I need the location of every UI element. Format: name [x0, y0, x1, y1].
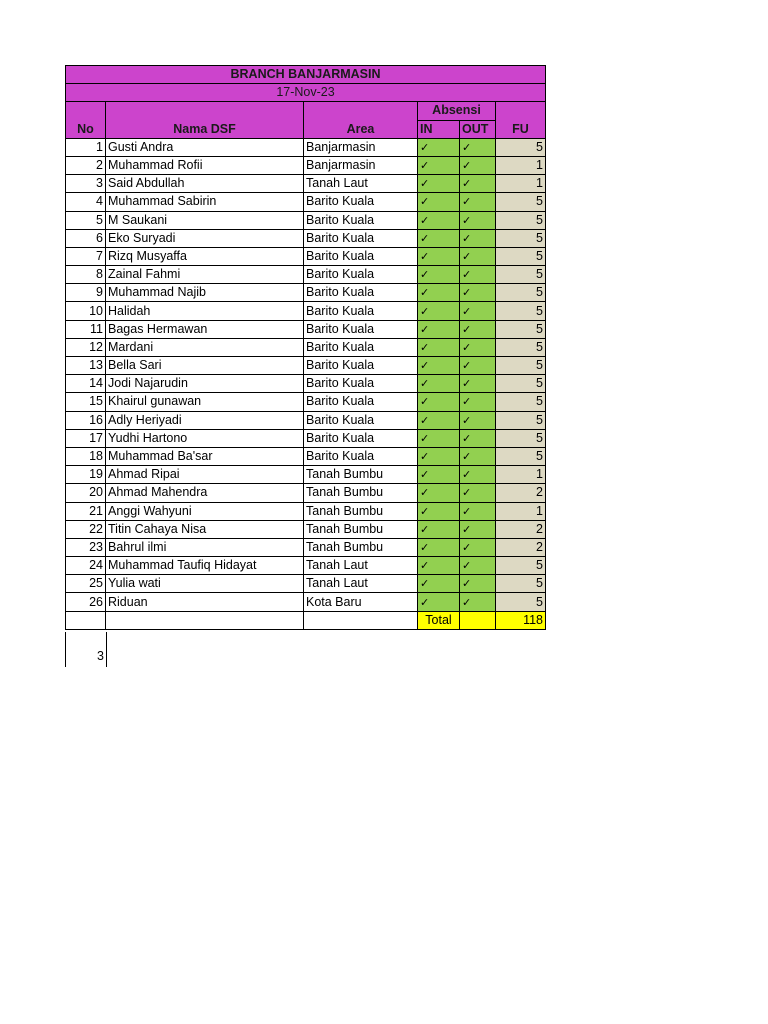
table-row	[66, 429, 546, 447]
header-row-top	[66, 102, 546, 120]
header-area: Area	[304, 102, 418, 138]
total-empty-out	[460, 611, 496, 629]
row-area: Barito Kuala	[304, 229, 418, 247]
below-table-area	[65, 632, 107, 667]
table-row	[66, 156, 546, 174]
total-row	[66, 611, 546, 629]
row-in-check: ✓	[418, 538, 460, 556]
row-in-check: ✓	[418, 429, 460, 447]
row-out-check: ✓	[460, 156, 496, 174]
row-out-check: ✓	[460, 266, 496, 284]
row-out-check: ✓	[460, 538, 496, 556]
table-row	[66, 320, 546, 338]
total-empty-no	[66, 611, 106, 629]
row-fu: 5	[496, 193, 546, 211]
table-row	[66, 393, 546, 411]
row-in-check: ✓	[418, 575, 460, 593]
row-fu: 2	[496, 520, 546, 538]
row-area: Banjarmasin	[304, 156, 418, 174]
row-out-check: ✓	[460, 175, 496, 193]
row-area: Banjarmasin	[304, 138, 418, 156]
row-out-check: ✓	[460, 229, 496, 247]
row-area: Barito Kuala	[304, 247, 418, 265]
row-out-check: ✓	[460, 484, 496, 502]
row-name: Yudhi Hartono	[106, 429, 304, 447]
row-fu: 5	[496, 393, 546, 411]
row-out-check: ✓	[460, 466, 496, 484]
row-out-check: ✓	[460, 575, 496, 593]
table-row	[66, 338, 546, 356]
row-fu: 5	[496, 211, 546, 229]
row-name: Ahmad Ripai	[106, 466, 304, 484]
row-fu: 1	[496, 502, 546, 520]
row-out-check: ✓	[460, 193, 496, 211]
row-fu: 5	[496, 575, 546, 593]
table-row	[66, 211, 546, 229]
row-out-check: ✓	[460, 557, 496, 575]
row-name: Muhammad Ba'sar	[106, 447, 304, 465]
row-no: 4	[66, 193, 106, 211]
table-row	[66, 193, 546, 211]
row-no: 14	[66, 375, 106, 393]
row-no: 23	[66, 538, 106, 556]
row-name: Yulia wati	[106, 575, 304, 593]
table-row	[66, 375, 546, 393]
row-area: Barito Kuala	[304, 338, 418, 356]
row-out-check: ✓	[460, 302, 496, 320]
row-fu: 5	[496, 429, 546, 447]
header-no: No	[66, 102, 106, 138]
row-name: Muhammad Sabirin	[106, 193, 304, 211]
row-name: Rizq Musyaffa	[106, 247, 304, 265]
table-row	[66, 357, 546, 375]
row-area: Barito Kuala	[304, 320, 418, 338]
row-fu: 1	[496, 466, 546, 484]
table-row	[66, 538, 546, 556]
row-in-check: ✓	[418, 284, 460, 302]
row-no: 3	[66, 175, 106, 193]
header-fu: FU	[496, 102, 546, 138]
row-no: 10	[66, 302, 106, 320]
row-fu: 5	[496, 284, 546, 302]
total-value: 118	[496, 611, 546, 629]
row-fu: 5	[496, 411, 546, 429]
row-fu: 5	[496, 302, 546, 320]
row-in-check: ✓	[418, 175, 460, 193]
table-row	[66, 247, 546, 265]
row-in-check: ✓	[418, 484, 460, 502]
row-in-check: ✓	[418, 302, 460, 320]
row-fu: 5	[496, 229, 546, 247]
row-name: Adly Heriyadi	[106, 411, 304, 429]
row-no: 18	[66, 447, 106, 465]
row-out-check: ✓	[460, 411, 496, 429]
row-in-check: ✓	[418, 211, 460, 229]
title-row	[66, 66, 546, 84]
row-area: Barito Kuala	[304, 429, 418, 447]
row-area: Tanah Bumbu	[304, 520, 418, 538]
row-name: Khairul gunawan	[106, 393, 304, 411]
row-no: 5	[66, 211, 106, 229]
total-label: Total	[418, 611, 460, 629]
table-row	[66, 229, 546, 247]
row-area: Barito Kuala	[304, 393, 418, 411]
row-name: Bahrul ilmi	[106, 538, 304, 556]
row-no: 8	[66, 266, 106, 284]
row-name: Gusti Andra	[106, 138, 304, 156]
row-fu: 5	[496, 138, 546, 156]
row-fu: 2	[496, 538, 546, 556]
row-no: 2	[66, 156, 106, 174]
row-area: Tanah Bumbu	[304, 502, 418, 520]
row-no: 20	[66, 484, 106, 502]
table-row	[66, 502, 546, 520]
row-in-check: ✓	[418, 520, 460, 538]
row-fu: 5	[496, 447, 546, 465]
table-row	[66, 557, 546, 575]
row-name: M Saukani	[106, 211, 304, 229]
row-no: 16	[66, 411, 106, 429]
row-fu: 5	[496, 557, 546, 575]
row-fu: 5	[496, 247, 546, 265]
row-out-check: ✓	[460, 247, 496, 265]
row-name: Muhammad Taufiq Hidayat	[106, 557, 304, 575]
row-in-check: ✓	[418, 156, 460, 174]
row-in-check: ✓	[418, 266, 460, 284]
row-name: Said Abdullah	[106, 175, 304, 193]
row-in-check: ✓	[418, 229, 460, 247]
row-area: Barito Kuala	[304, 447, 418, 465]
row-out-check: ✓	[460, 593, 496, 611]
row-name: Zainal Fahmi	[106, 266, 304, 284]
row-in-check: ✓	[418, 393, 460, 411]
row-out-check: ✓	[460, 338, 496, 356]
row-name: Muhammad Najib	[106, 284, 304, 302]
row-no: 9	[66, 284, 106, 302]
row-no: 6	[66, 229, 106, 247]
row-name: Bella Sari	[106, 357, 304, 375]
row-area: Tanah Laut	[304, 557, 418, 575]
row-out-check: ✓	[460, 138, 496, 156]
row-area: Barito Kuala	[304, 266, 418, 284]
row-name: Eko Suryadi	[106, 229, 304, 247]
row-area: Barito Kuala	[304, 302, 418, 320]
row-in-check: ✓	[418, 357, 460, 375]
attendance-table	[65, 65, 546, 630]
table-row	[66, 447, 546, 465]
row-in-check: ✓	[418, 138, 460, 156]
table-row	[66, 138, 546, 156]
row-no: 12	[66, 338, 106, 356]
row-out-check: ✓	[460, 357, 496, 375]
row-area: Kota Baru	[304, 593, 418, 611]
row-out-check: ✓	[460, 284, 496, 302]
row-out-check: ✓	[460, 429, 496, 447]
row-name: Anggi Wahyuni	[106, 502, 304, 520]
row-out-check: ✓	[460, 502, 496, 520]
row-in-check: ✓	[418, 411, 460, 429]
row-area: Barito Kuala	[304, 375, 418, 393]
row-in-check: ✓	[418, 247, 460, 265]
row-area: Barito Kuala	[304, 357, 418, 375]
row-in-check: ✓	[418, 193, 460, 211]
row-fu: 5	[496, 375, 546, 393]
row-fu: 2	[496, 484, 546, 502]
table-row	[66, 575, 546, 593]
row-no: 15	[66, 393, 106, 411]
row-no: 13	[66, 357, 106, 375]
row-out-check: ✓	[460, 393, 496, 411]
row-fu: 1	[496, 175, 546, 193]
header-in: IN	[418, 120, 460, 138]
row-no: 19	[66, 466, 106, 484]
row-fu: 5	[496, 320, 546, 338]
row-name: Jodi Najarudin	[106, 375, 304, 393]
table-row	[66, 520, 546, 538]
table-row	[66, 593, 546, 611]
table-row	[66, 466, 546, 484]
row-out-check: ✓	[460, 520, 496, 538]
header-name: Nama DSF	[106, 102, 304, 138]
row-no: 24	[66, 557, 106, 575]
table-row	[66, 175, 546, 193]
row-in-check: ✓	[418, 320, 460, 338]
header-out: OUT	[460, 120, 496, 138]
branch-title: BRANCH BANJARMASIN	[66, 66, 546, 84]
row-in-check: ✓	[418, 375, 460, 393]
row-out-check: ✓	[460, 375, 496, 393]
header-absensi: Absensi	[418, 102, 496, 120]
row-in-check: ✓	[418, 338, 460, 356]
row-name: Bagas Hermawan	[106, 320, 304, 338]
row-in-check: ✓	[418, 502, 460, 520]
table-row	[66, 484, 546, 502]
row-out-check: ✓	[460, 447, 496, 465]
row-no: 17	[66, 429, 106, 447]
date-row	[66, 84, 546, 102]
table-row	[66, 284, 546, 302]
row-in-check: ✓	[418, 447, 460, 465]
total-empty-name	[106, 611, 304, 629]
row-fu: 5	[496, 593, 546, 611]
row-no: 26	[66, 593, 106, 611]
row-fu: 1	[496, 156, 546, 174]
row-name: Mardani	[106, 338, 304, 356]
row-name: Ahmad Mahendra	[106, 484, 304, 502]
row-in-check: ✓	[418, 593, 460, 611]
row-area: Tanah Bumbu	[304, 484, 418, 502]
row-no: 7	[66, 247, 106, 265]
row-no: 25	[66, 575, 106, 593]
row-out-check: ✓	[460, 211, 496, 229]
row-no: 21	[66, 502, 106, 520]
row-in-check: ✓	[418, 557, 460, 575]
row-fu: 5	[496, 338, 546, 356]
table-row	[66, 266, 546, 284]
total-empty-area	[304, 611, 418, 629]
report-date: 17-Nov-23	[66, 84, 546, 102]
table-row	[66, 302, 546, 320]
below-number: 3	[97, 649, 104, 663]
row-no: 22	[66, 520, 106, 538]
row-no: 11	[66, 320, 106, 338]
row-name: Riduan	[106, 593, 304, 611]
row-area: Tanah Bumbu	[304, 466, 418, 484]
row-area: Barito Kuala	[304, 411, 418, 429]
row-area: Barito Kuala	[304, 211, 418, 229]
row-fu: 5	[496, 357, 546, 375]
row-name: Halidah	[106, 302, 304, 320]
row-out-check: ✓	[460, 320, 496, 338]
row-area: Tanah Bumbu	[304, 538, 418, 556]
table-row	[66, 411, 546, 429]
row-area: Tanah Laut	[304, 175, 418, 193]
row-area: Tanah Laut	[304, 575, 418, 593]
row-name: Titin Cahaya Nisa	[106, 520, 304, 538]
row-area: Barito Kuala	[304, 284, 418, 302]
row-fu: 5	[496, 266, 546, 284]
row-area: Barito Kuala	[304, 193, 418, 211]
row-name: Muhammad Rofii	[106, 156, 304, 174]
row-in-check: ✓	[418, 466, 460, 484]
row-no: 1	[66, 138, 106, 156]
